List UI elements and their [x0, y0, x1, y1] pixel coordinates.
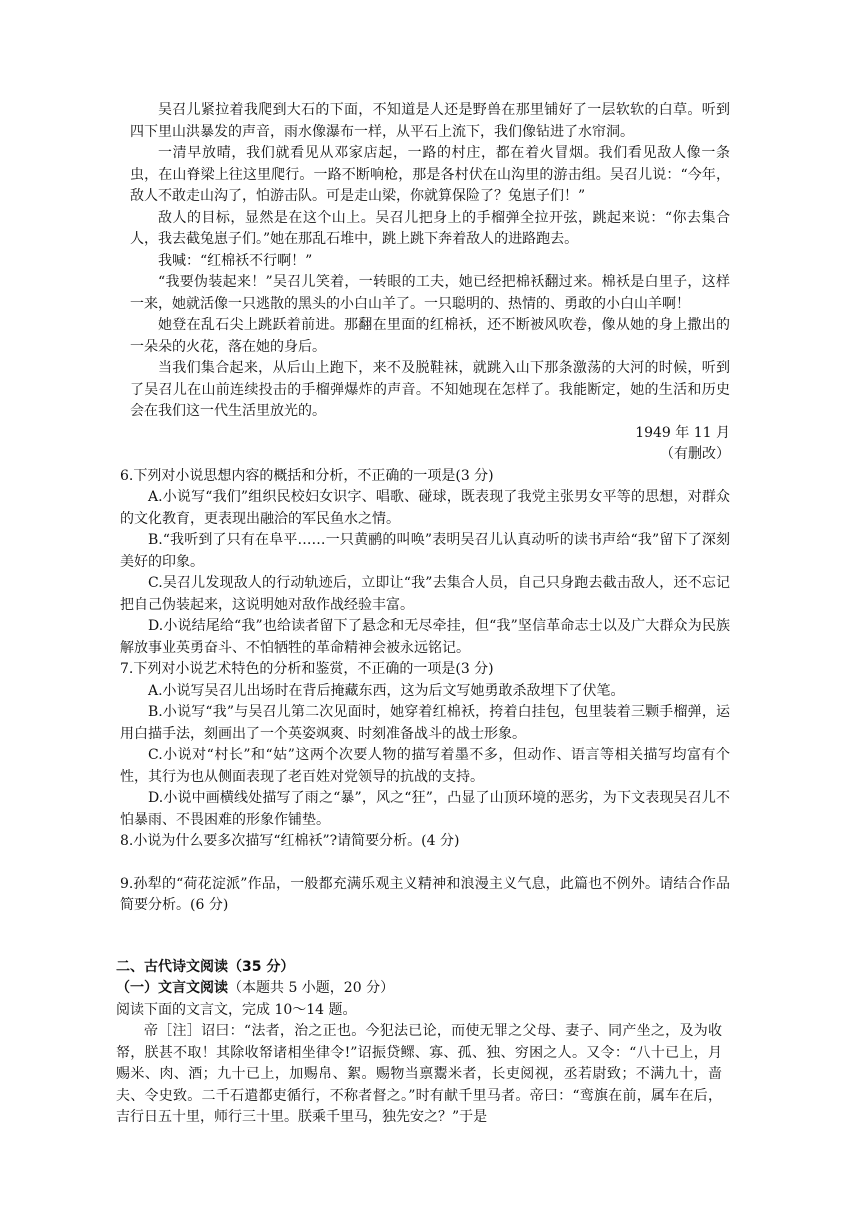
question-7	[120, 659, 730, 831]
question-stem: 7.下列对小说艺术特色的分析和鉴赏，不正确的一项是(3 分)	[120, 661, 494, 677]
question-8	[120, 831, 730, 853]
question-stem: 6.下列对小说思想内容的概括和分析，不正确的一项是(3 分)	[120, 467, 494, 484]
story-paragraph-1: 吴召儿紧拉着我爬到大石的下面，不知道是人还是野兽在那里铺好了一层软软的白草。听到四下里山洪暴发的声音，雨水像瀑布一样，从平石上流下，我们像钻进了水帘洞。	[130, 102, 730, 140]
reading-instruction: 阅读下面的文言文，完成 10～14 题。	[116, 1001, 357, 1018]
option-a: A.小说写“我们”组织民校妇女识字、唱歌、碰球，既表现了我党主张男女平等的思想，对群众的文化教育，更表现出融洽的军民鱼水之情。	[120, 489, 730, 527]
story-excerpt	[130, 100, 730, 466]
story-paragraph-7: 当我们集合起来，从后山上跑下，来不及脱鞋袜，就跳入山下那条激荡的大河的时候，听到了吴召儿在山前连续投击的手榴弹爆炸的声音。不知她现在怎样了。我能断定，她的生活和历史会在我们这一代生活里放光的。	[130, 360, 730, 419]
story-paragraph-4: 我喊：“红棉袄不行啊！”	[158, 252, 313, 269]
option-b: B.小说写“我”与吴召儿第二次见面时，她穿着红棉袄，挎着白挂包，包里装着三颗手榴弹，运用白描手法，刻画出了一个英姿飒爽、时刻准备战斗的战士形象。	[120, 704, 730, 742]
document-page	[116, 100, 730, 1129]
story-note: （有删改）	[660, 446, 730, 462]
story-paragraph-2: 一清早放晴，我们就看见从邓家店起，一路的村庄，都在着火冒烟。我们看见敌人像一条虫，在山脊梁上往这里爬行。一路不断响枪，那是各村伏在山沟里的游击组。吴召儿说：“今年，敌人不敢走山沟了，怕游击队。可是走山梁，你就算保险了？兔崽子们！”	[130, 145, 730, 204]
question-stem: 8.小说为什么要多次描写“红棉袄”?请简要分析。(4 分)	[120, 833, 460, 849]
subsection-title	[116, 978, 722, 1000]
story-paragraph-5: “我要伪装起来！”吴召儿笑着，一转眼的工夫，她已经把棉袄翻过来。棉袄是白里子，这样一来，她就活像一只逃散的黑头的小白山羊了。一只聪明的、热情的、勇敢的小白山羊啊！	[130, 274, 730, 312]
option-d: D.小说结尾给“我”也给读者留下了悬念和无尽牵挂，但“我”坚信革命志士以及广大群众为民族解放事业英勇奋斗、不怕牺牲的革命精神会被永远铭记。	[120, 618, 730, 656]
question-9	[120, 874, 730, 917]
section-title: 二、古代诗文阅读（35 分）	[116, 958, 295, 975]
option-a: A.小说写吴召儿出场时在背后掩藏东西，这为后文写她勇敢杀敌埋下了伏笔。	[148, 682, 625, 699]
story-paragraph-3: 敌人的目标，显然是在这个山上。吴召儿把身上的手榴弹全拉开弦，跳起来说：“你去集合人，我去截兔崽子们。”她在那乱石堆中，跳上跳下奔着敌人的进路跑去。	[130, 209, 730, 247]
option-d: D.小说中画横线处描写了雨之“暴”，风之“狂”，凸显了山顶环境的恶劣，为下文表现吴召儿不怕暴雨、不畏困难的形象作铺垫。	[120, 790, 730, 828]
subsection-title-bold: （一）文言文阅读	[116, 980, 228, 996]
option-c: C.吴召儿发现敌人的行动轨迹后，立即让“我”去集合人员，自己只身跑去截击敌人，还不忘记把自己伪装起来，这说明她对敌作战经验丰富。	[120, 575, 730, 613]
option-c: C.小说对“村长”和“姑”这两个次要人物的描写着墨不多，但动作、语言等相关描写均富有个性，其行为也从侧面表现了老百姓对党领导的抗战的支持。	[120, 747, 730, 785]
story-date: 1949 年 11 月	[635, 424, 730, 441]
option-b: B.“我听到了只有在阜平……一只黄鹂的叫唤”表明吴召儿认真动听的读书声给“我”留下了深刻美好的印象。	[120, 532, 730, 570]
subsection-title-rest: （本题共 5 小题，20 分）	[228, 980, 395, 996]
classical-passage: 帝［注］诏曰：“法者，治之正也。今犯法已论，而使无罪之父母、妻子、同产坐之，及为收帑，朕甚不取！其除收帑诸相坐律令!”诏振贷鳏、寡、孤、独、穷困之人。又令：“八十已上，月赐米、肉、酒；九十已上，加赐帛、絮。赐物当禀鬻米者，长吏阅视，丞若尉致；不满九十，啬夫、令史致。二千石遣都吏循行，不称者督之。”时有献千里马者。帝曰：“鸾旗在前，属车在后，吉行日五十里，师行三十里。朕乘千里马，独先安之？”于是	[116, 1023, 722, 1125]
story-paragraph-6: 她登在乱石尖上跳跃着前进。那翻在里面的红棉袄，还不断被风吹卷，像从她的身上撒出的一朵朵的火花，落在她的身后。	[130, 317, 730, 355]
question-6	[120, 466, 730, 660]
question-stem: 9.孙犁的“荷花淀派”作品，一般都充满乐观主义精神和浪漫主义气息，此篇也不例外。请结合作品简要分析。(6 分)	[120, 875, 730, 913]
section-classical-reading	[116, 957, 722, 1129]
